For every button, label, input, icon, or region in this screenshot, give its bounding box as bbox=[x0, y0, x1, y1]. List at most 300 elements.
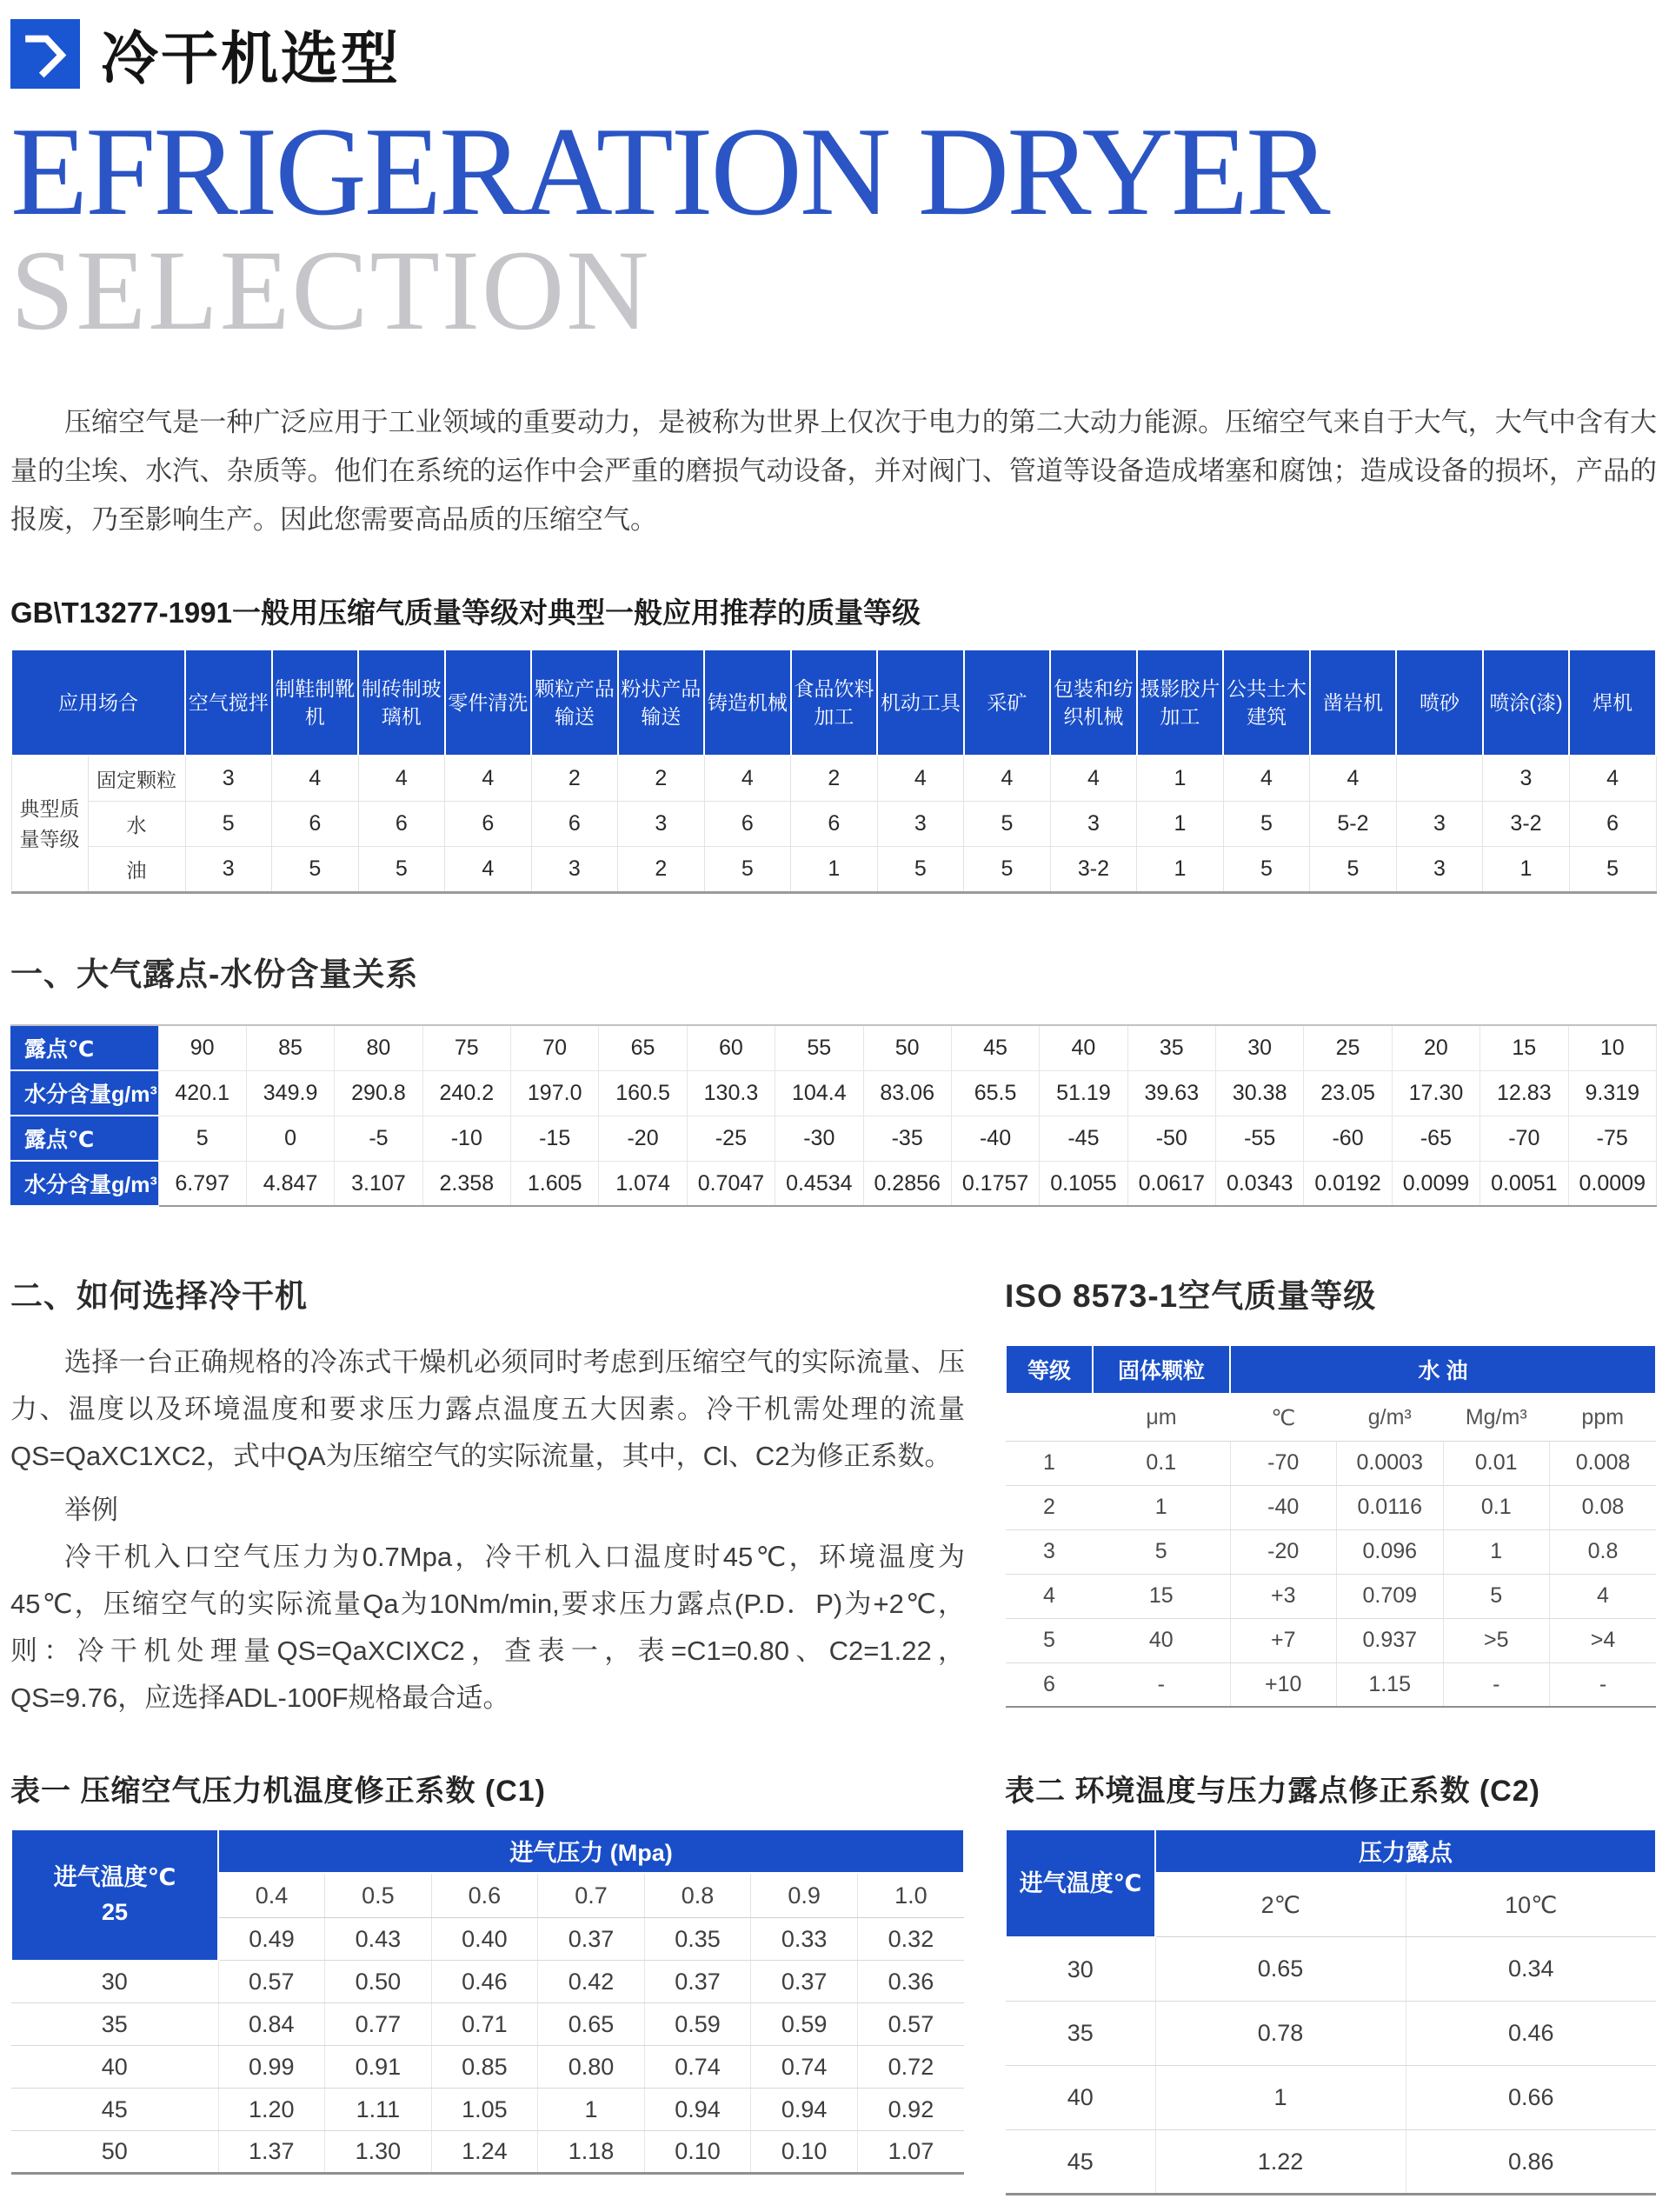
table-cell: 1.24 bbox=[431, 2131, 538, 2174]
table-cell: 70 bbox=[511, 1025, 599, 1070]
table-cell: 0.8 bbox=[644, 1873, 751, 1918]
table-cell: 1 bbox=[1137, 802, 1224, 847]
row-label: 30 bbox=[1006, 1937, 1155, 2002]
table-cell: 35 bbox=[1127, 1025, 1215, 1070]
table-cell: 15 bbox=[1093, 1574, 1230, 1618]
table-cell: 0.46 bbox=[1406, 2002, 1656, 2066]
table-cell: 食品饮料加工 bbox=[791, 650, 878, 756]
table-cell: 40 bbox=[1093, 1618, 1230, 1662]
page-header bbox=[10, 12, 1657, 95]
table-cell: 3 bbox=[185, 847, 272, 893]
dew-point-table bbox=[10, 1024, 1657, 1207]
row-label: 45 bbox=[11, 2089, 218, 2131]
iso-header-row bbox=[1006, 1345, 1656, 1394]
row-label: 露点℃ bbox=[10, 1116, 158, 1161]
table-cell: 0.0099 bbox=[1392, 1161, 1479, 1206]
table-cell: 6 bbox=[791, 802, 878, 847]
table-cell: 50 bbox=[863, 1025, 951, 1070]
table-cell: -70 bbox=[1230, 1441, 1337, 1485]
table-cell: 5 bbox=[964, 802, 1051, 847]
table-cell: 5 bbox=[272, 847, 359, 893]
table-cell: 0.78 bbox=[1155, 2002, 1406, 2066]
table-cell: 5 bbox=[877, 847, 964, 893]
bottom-tables-section bbox=[10, 1767, 1657, 2196]
table-cell: 0.10 bbox=[751, 2131, 858, 2174]
gb-header-row bbox=[11, 650, 1656, 756]
table-cell: 2.358 bbox=[422, 1161, 510, 1206]
table-cell bbox=[1396, 756, 1483, 802]
table-cell: +7 bbox=[1230, 1618, 1337, 1662]
table-cell: -50 bbox=[1127, 1116, 1215, 1161]
table-cell: 1.15 bbox=[1337, 1662, 1444, 1707]
table-cell: 0.57 bbox=[218, 1961, 325, 2003]
table-cell: 0 bbox=[246, 1116, 334, 1161]
table-row bbox=[1006, 1662, 1656, 1707]
table-row bbox=[1006, 1441, 1656, 1485]
table-cell: 4 bbox=[445, 756, 532, 802]
table-cell: 23.05 bbox=[1304, 1070, 1392, 1116]
table-cell: -40 bbox=[1230, 1485, 1337, 1529]
table-cell: 1.05 bbox=[431, 2089, 538, 2131]
table-cell: ℃ bbox=[1230, 1394, 1337, 1441]
row-label: 油 bbox=[88, 847, 185, 893]
table-cell: -15 bbox=[511, 1116, 599, 1161]
table-cell: 15 bbox=[1480, 1025, 1568, 1070]
table-cell: 0.94 bbox=[644, 2089, 751, 2131]
gb-table-title: GB\T13277-1991一般用压缩气质量等级对典型一般应用推荐的质量等级 bbox=[10, 596, 921, 630]
table-cell: 1.605 bbox=[511, 1161, 599, 1206]
table-cell: 0.85 bbox=[431, 2046, 538, 2089]
table-cell: 0.50 bbox=[325, 1961, 432, 2003]
row-label: 水分含量g/m³ bbox=[10, 1070, 158, 1116]
table-cell: 4 bbox=[1569, 756, 1656, 802]
table-cell: 4 bbox=[704, 756, 791, 802]
gb-row-group-label: 典型质量等级 bbox=[11, 756, 88, 893]
table-cell: 1.0 bbox=[857, 1873, 964, 1918]
table-cell: 25 bbox=[1304, 1025, 1392, 1070]
table-cell: 30.38 bbox=[1216, 1070, 1304, 1116]
table-cell: 80 bbox=[335, 1025, 422, 1070]
row-label: 40 bbox=[11, 2046, 218, 2089]
table-cell: 3 bbox=[618, 802, 705, 847]
table-cell: -35 bbox=[863, 1116, 951, 1161]
table-cell: 焊机 bbox=[1569, 650, 1656, 756]
c2-corner-cell: 进气温度℃ bbox=[1006, 1829, 1155, 1937]
table-cell: 65 bbox=[599, 1025, 687, 1070]
table-cell: 0.01 bbox=[1443, 1441, 1550, 1485]
table-cell: 3 bbox=[531, 847, 618, 893]
table-cell: 5 bbox=[1569, 847, 1656, 893]
row-label: 2 bbox=[1006, 1485, 1093, 1529]
table-cell: 9.319 bbox=[1568, 1070, 1657, 1116]
table-cell: 4 bbox=[1550, 1574, 1657, 1618]
c1-band-row bbox=[11, 1829, 964, 1873]
c2-correction-table bbox=[1005, 1829, 1657, 2196]
table-cell: -65 bbox=[1392, 1116, 1479, 1161]
table-cell: 1.20 bbox=[218, 2089, 325, 2131]
table-cell: 0.0343 bbox=[1216, 1161, 1304, 1206]
table-cell: 1.07 bbox=[857, 2131, 964, 2174]
table-cell: g/m³ bbox=[1337, 1394, 1444, 1441]
table-cell: -25 bbox=[687, 1116, 775, 1161]
row-label: 5 bbox=[1006, 1618, 1093, 1662]
table-cell: 20 bbox=[1392, 1025, 1479, 1070]
table-cell: 420.1 bbox=[158, 1070, 246, 1116]
table-cell: 0.40 bbox=[431, 1918, 538, 1961]
table-cell: 0.096 bbox=[1337, 1529, 1444, 1574]
table-cell: -30 bbox=[775, 1116, 863, 1161]
table-cell: +3 bbox=[1230, 1574, 1337, 1618]
table-cell: 颗粒产品输送 bbox=[531, 650, 618, 756]
table-cell: 5 bbox=[704, 847, 791, 893]
table-cell: 0.72 bbox=[857, 2046, 964, 2089]
row-label: 35 bbox=[1006, 2002, 1155, 2066]
table-cell: 0.0009 bbox=[1568, 1161, 1657, 1206]
table-cell: 0.0617 bbox=[1127, 1161, 1215, 1206]
table-cell: 1 bbox=[1155, 2066, 1406, 2130]
table-cell: 0.5 bbox=[325, 1873, 432, 1918]
iso-table-title: ISO 8573-1空气质量等级 bbox=[1005, 1278, 1377, 1315]
table-row bbox=[10, 1116, 1657, 1161]
table-cell: 4.847 bbox=[246, 1161, 334, 1206]
table-row bbox=[11, 2003, 964, 2046]
table-cell: 3 bbox=[185, 756, 272, 802]
table-cell: 空气搅拌 bbox=[185, 650, 272, 756]
table-cell: 2 bbox=[531, 756, 618, 802]
table-cell: 0.65 bbox=[538, 2003, 645, 2046]
table-cell: -20 bbox=[1230, 1529, 1337, 1574]
table-cell: -40 bbox=[951, 1116, 1039, 1161]
table-cell: - bbox=[1550, 1662, 1657, 1707]
table-cell: 6 bbox=[358, 802, 445, 847]
table-cell: 104.4 bbox=[775, 1070, 863, 1116]
table-c1-title: 表一 压缩空气压力机温度修正系数 (C1) bbox=[10, 1774, 546, 1808]
table-cell: Mg/m³ bbox=[1443, 1394, 1550, 1441]
iso-quality-table bbox=[1005, 1344, 1657, 1708]
table-cell: >5 bbox=[1443, 1618, 1550, 1662]
table-cell: 0.59 bbox=[644, 2003, 751, 2046]
iso-particle-header: 固体颗粒 bbox=[1093, 1345, 1230, 1394]
table-cell: 90 bbox=[158, 1025, 246, 1070]
row-label: 露点℃ bbox=[10, 1025, 158, 1070]
table-cell: 5 bbox=[964, 847, 1051, 893]
row-label: 3 bbox=[1006, 1529, 1093, 1574]
table-cell: 0.10 bbox=[644, 2131, 751, 2174]
iso-grade-header: 等级 bbox=[1006, 1345, 1093, 1394]
table-c2-column bbox=[1005, 1767, 1657, 2196]
table-cell: ppm bbox=[1550, 1394, 1657, 1441]
table-cell: -20 bbox=[599, 1116, 687, 1161]
table-cell: 240.2 bbox=[422, 1070, 510, 1116]
table-cell: 1 bbox=[1137, 756, 1224, 802]
table-cell: 采矿 bbox=[964, 650, 1051, 756]
section2-title: 二、如何选择冷干机 bbox=[10, 1278, 308, 1315]
table-cell: 0.1757 bbox=[951, 1161, 1039, 1206]
table-cell: 5 bbox=[158, 1116, 246, 1161]
row-label: 水 bbox=[88, 802, 185, 847]
row-label: 1 bbox=[1006, 1441, 1093, 1485]
table-row bbox=[1006, 1618, 1656, 1662]
table-cell: 2 bbox=[791, 756, 878, 802]
gb-quality-table bbox=[10, 649, 1657, 894]
table-cell: 0.0051 bbox=[1480, 1161, 1568, 1206]
table-cell: -75 bbox=[1568, 1116, 1657, 1161]
row-label: 50 bbox=[11, 2131, 218, 2174]
table-cell: 0.1 bbox=[1443, 1485, 1550, 1529]
table-cell: 0.34 bbox=[1406, 1937, 1656, 2002]
c1-corner-cell bbox=[11, 1829, 218, 1961]
table-cell: 1.37 bbox=[218, 2131, 325, 2174]
page-title: 冷干机选型 bbox=[101, 26, 401, 90]
table-cell: 6 bbox=[1569, 802, 1656, 847]
table-cell: 6 bbox=[531, 802, 618, 847]
table-cell: 83.06 bbox=[863, 1070, 951, 1116]
table-cell: 0.8 bbox=[1550, 1529, 1657, 1574]
table-cell: 3-2 bbox=[1050, 847, 1137, 893]
table-cell: 1.30 bbox=[325, 2131, 432, 2174]
row-label: 固定颗粒 bbox=[88, 756, 185, 802]
table-cell: 2 bbox=[618, 756, 705, 802]
table-c1-column bbox=[10, 1767, 965, 2175]
table-row bbox=[1006, 1485, 1656, 1529]
table-cell: 5 bbox=[185, 802, 272, 847]
table-cell: 40 bbox=[1040, 1025, 1127, 1070]
table-cell: 1 bbox=[1137, 847, 1224, 893]
table-cell: 包装和纺织机械 bbox=[1050, 650, 1137, 756]
table-cell: 4 bbox=[445, 847, 532, 893]
table-cell: -5 bbox=[335, 1116, 422, 1161]
table-cell: 摄影胶片加工 bbox=[1137, 650, 1224, 756]
table-cell: 5 bbox=[1310, 847, 1397, 893]
table-cell: 51.19 bbox=[1040, 1070, 1127, 1116]
table-cell: 3-2 bbox=[1483, 802, 1570, 847]
table-cell: >4 bbox=[1550, 1618, 1657, 1662]
table-cell: 0.32 bbox=[857, 1918, 964, 1961]
table-cell: 65.5 bbox=[951, 1070, 1039, 1116]
table-cell: 10 bbox=[1568, 1025, 1657, 1070]
c1-corner-line1: 进气温度℃ bbox=[53, 1863, 176, 1890]
example-label: 举例 bbox=[64, 1495, 118, 1526]
table-cell: 4 bbox=[964, 756, 1051, 802]
table-cell: 0.9 bbox=[751, 1873, 858, 1918]
table-cell: 制鞋制靴机 bbox=[272, 650, 359, 756]
table-cell: 粉状产品输送 bbox=[618, 650, 705, 756]
table-cell: 1.074 bbox=[599, 1161, 687, 1206]
table-cell: 2 bbox=[618, 847, 705, 893]
table-cell: 0.59 bbox=[751, 2003, 858, 2046]
table-cell: 0.08 bbox=[1550, 1485, 1657, 1529]
table-row bbox=[1006, 2130, 1656, 2195]
table-cell: 0.2856 bbox=[863, 1161, 951, 1206]
row-label: 35 bbox=[11, 2003, 218, 2046]
table-cell: 0.33 bbox=[751, 1918, 858, 1961]
table-cell: 3.107 bbox=[335, 1161, 422, 1206]
table-cell: -55 bbox=[1216, 1116, 1304, 1161]
iso-column bbox=[1005, 1269, 1657, 1708]
table-cell: 0.0003 bbox=[1337, 1441, 1444, 1485]
table-cell: 公共土木建筑 bbox=[1223, 650, 1310, 756]
table-cell: 0.74 bbox=[644, 2046, 751, 2089]
table-row bbox=[10, 1161, 1657, 1206]
table-cell: 0.7 bbox=[538, 1873, 645, 1918]
table-cell: 39.63 bbox=[1127, 1070, 1215, 1116]
table-cell: 5 bbox=[1093, 1529, 1230, 1574]
table-cell: 10℃ bbox=[1406, 1873, 1656, 1937]
table-cell: 85 bbox=[246, 1025, 334, 1070]
table-cell: -45 bbox=[1040, 1116, 1127, 1161]
table-cell: 4 bbox=[272, 756, 359, 802]
table-cell: 290.8 bbox=[335, 1070, 422, 1116]
row-label: 4 bbox=[1006, 1574, 1093, 1618]
table-cell: - bbox=[1443, 1662, 1550, 1707]
iso-wateroil-header: 水 油 bbox=[1230, 1345, 1656, 1394]
table-cell: 5-2 bbox=[1310, 802, 1397, 847]
table-row bbox=[1006, 2066, 1656, 2130]
table-cell: 喷砂 bbox=[1396, 650, 1483, 756]
table-cell: 6 bbox=[272, 802, 359, 847]
table-cell: 4 bbox=[1050, 756, 1137, 802]
table-cell: 5 bbox=[1223, 847, 1310, 893]
arrow-right-glyph bbox=[20, 29, 70, 79]
table-cell: 0.4 bbox=[218, 1873, 325, 1918]
table-cell: 0.37 bbox=[538, 1918, 645, 1961]
table-cell: 0.99 bbox=[218, 2046, 325, 2089]
table-cell: 0.43 bbox=[325, 1918, 432, 1961]
table-row bbox=[10, 1070, 1657, 1116]
table-cell: 0.6 bbox=[431, 1873, 538, 1918]
row-label: 水分含量g/m³ bbox=[10, 1161, 158, 1206]
table-row bbox=[1006, 1937, 1656, 2002]
table-cell: 0.008 bbox=[1550, 1441, 1657, 1485]
iso-unit-row bbox=[1006, 1394, 1656, 1441]
table-cell: 0.4534 bbox=[775, 1161, 863, 1206]
table-cell: -70 bbox=[1480, 1116, 1568, 1161]
table-cell: 0.0116 bbox=[1337, 1485, 1444, 1529]
table-cell: 6.797 bbox=[158, 1161, 246, 1206]
table-cell: 1.11 bbox=[325, 2089, 432, 2131]
table-cell: 5 bbox=[358, 847, 445, 893]
table-row bbox=[10, 1025, 1657, 1070]
row-label: 45 bbox=[1006, 2130, 1155, 2195]
table-cell: 4 bbox=[1310, 756, 1397, 802]
table-row bbox=[11, 2089, 964, 2131]
table-cell: 12.83 bbox=[1480, 1070, 1568, 1116]
how-to-choose-column bbox=[10, 1269, 965, 1722]
table-cell: 0.65 bbox=[1155, 1937, 1406, 2002]
main-title-en: EFRIGERATION DRYER bbox=[10, 101, 1328, 242]
table-row bbox=[11, 1961, 964, 2003]
table-cell: 4 bbox=[1223, 756, 1310, 802]
table-cell: 0.42 bbox=[538, 1961, 645, 2003]
empty-cell bbox=[1006, 1394, 1093, 1441]
c1-pressure-band: 进气压力 (Mpa) bbox=[218, 1829, 964, 1873]
table-cell: 0.49 bbox=[218, 1918, 325, 1961]
section2-paragraph: 选择一台正确规格的冷冻式干燥机必须同时考虑到压缩空气的实际流量、压力、温度以及环境温度和要求压力露点温度五大因素。冷干机需处理的流量QS=QaXC1XC2，式中QA为压缩空气的实际流量，其中，Cl、C2为修正系数。 bbox=[10, 1347, 965, 1472]
sub-title-en: SELECTION bbox=[10, 225, 651, 354]
table-row bbox=[11, 802, 1656, 847]
table-cell: 0.71 bbox=[431, 2003, 538, 2046]
table-cell: 3 bbox=[1483, 756, 1570, 802]
table-cell: 5 bbox=[1443, 1574, 1550, 1618]
table-cell: +10 bbox=[1230, 1662, 1337, 1707]
table-cell: 凿岩机 bbox=[1310, 650, 1397, 756]
arrow-right-icon bbox=[10, 19, 80, 89]
table-cell: 0.57 bbox=[857, 2003, 964, 2046]
table-cell: 0.86 bbox=[1406, 2130, 1656, 2195]
table-cell: 1 bbox=[538, 2089, 645, 2131]
table-cell: 5 bbox=[1223, 802, 1310, 847]
section1-title: 一、大气露点-水份含量关系 bbox=[10, 956, 419, 993]
table-cell: 1 bbox=[1483, 847, 1570, 893]
table-cell: 0.7047 bbox=[687, 1161, 775, 1206]
example-paragraph: 冷干机入口空气压力为0.7Mpa，冷干机入口温度时45℃，环境温度为45℃，压缩空气的实际流量Qa为10Nm/min,要求压力露点(P.D．P)为+2℃，则：冷干机处理量QS=QaXCIXC2，查表一，表=C1=0.80、C2=1.22，QS=9.76，应选择ADL-100F规格最合适。 bbox=[10, 1542, 965, 1713]
table-cell: 1.18 bbox=[538, 2131, 645, 2174]
table-cell: 6 bbox=[445, 802, 532, 847]
table-cell: 0.66 bbox=[1406, 2066, 1656, 2130]
table-cell: 0.77 bbox=[325, 2003, 432, 2046]
table-cell: 0.46 bbox=[431, 1961, 538, 2003]
table-cell: 30 bbox=[1216, 1025, 1304, 1070]
c2-band-row bbox=[1006, 1829, 1656, 1873]
table-cell: 0.80 bbox=[538, 2046, 645, 2089]
row-label: 6 bbox=[1006, 1662, 1093, 1707]
table-cell: 349.9 bbox=[246, 1070, 334, 1116]
table-cell: 60 bbox=[687, 1025, 775, 1070]
table-cell: 160.5 bbox=[599, 1070, 687, 1116]
table-cell: 75 bbox=[422, 1025, 510, 1070]
table-cell: -10 bbox=[422, 1116, 510, 1161]
table-cell: 6 bbox=[704, 802, 791, 847]
c1-correction-table bbox=[10, 1829, 965, 2175]
table-row bbox=[1006, 2002, 1656, 2066]
table-cell: 机动工具 bbox=[877, 650, 964, 756]
table-cell: 130.3 bbox=[687, 1070, 775, 1116]
table-cell: - bbox=[1093, 1662, 1230, 1707]
table-cell: 4 bbox=[358, 756, 445, 802]
table-cell: 0.91 bbox=[325, 2046, 432, 2089]
table-cell: 制砖制玻璃机 bbox=[358, 650, 445, 756]
table-row bbox=[1006, 1529, 1656, 1574]
row-label: 30 bbox=[11, 1961, 218, 2003]
table-cell: μm bbox=[1093, 1394, 1230, 1441]
intro-paragraph: 压缩空气是一种广泛应用于工业领域的重要动力，是被称为世界上仅次于电力的第二大动力能源。压缩空气来自于大气，大气中含有大量的尘埃、水汽、杂质等。他们在系统的运作中会严重的磨损气动设备，并对阀门、管道等设备造成堵塞和腐蚀；造成设备的损坏，产品的报废，乃至影响生产。因此您需要高品质的压缩空气。 bbox=[10, 406, 1657, 535]
table-cell: 3 bbox=[877, 802, 964, 847]
table-cell: 1.22 bbox=[1155, 2130, 1406, 2195]
table-cell: 2℃ bbox=[1155, 1873, 1406, 1937]
table-cell: 0.94 bbox=[751, 2089, 858, 2131]
table-cell: 0.84 bbox=[218, 2003, 325, 2046]
table-cell: 3 bbox=[1396, 802, 1483, 847]
table-cell: 喷涂(漆) bbox=[1483, 650, 1570, 756]
table-cell: 1 bbox=[791, 847, 878, 893]
table-cell: -60 bbox=[1304, 1116, 1392, 1161]
gb-corner-cell: 应用场合 bbox=[11, 650, 185, 756]
table-row bbox=[1006, 1574, 1656, 1618]
table-cell: 0.37 bbox=[644, 1961, 751, 2003]
table-cell: 0.0192 bbox=[1304, 1161, 1392, 1206]
table-cell: 零件清洗 bbox=[445, 650, 532, 756]
table-row bbox=[11, 2131, 964, 2174]
table-c2-title: 表二 环境温度与压力露点修正系数 (C2) bbox=[1005, 1774, 1540, 1808]
table-cell: 197.0 bbox=[511, 1070, 599, 1116]
table-row bbox=[11, 756, 1656, 802]
c2-dewpoint-band: 压力露点 bbox=[1155, 1829, 1656, 1873]
table-cell: 0.937 bbox=[1337, 1618, 1444, 1662]
c1-corner-line2: 25 bbox=[101, 1899, 129, 1926]
table-cell: 0.74 bbox=[751, 2046, 858, 2089]
table-cell: 铸造机械 bbox=[704, 650, 791, 756]
table-cell: 17.30 bbox=[1392, 1070, 1479, 1116]
